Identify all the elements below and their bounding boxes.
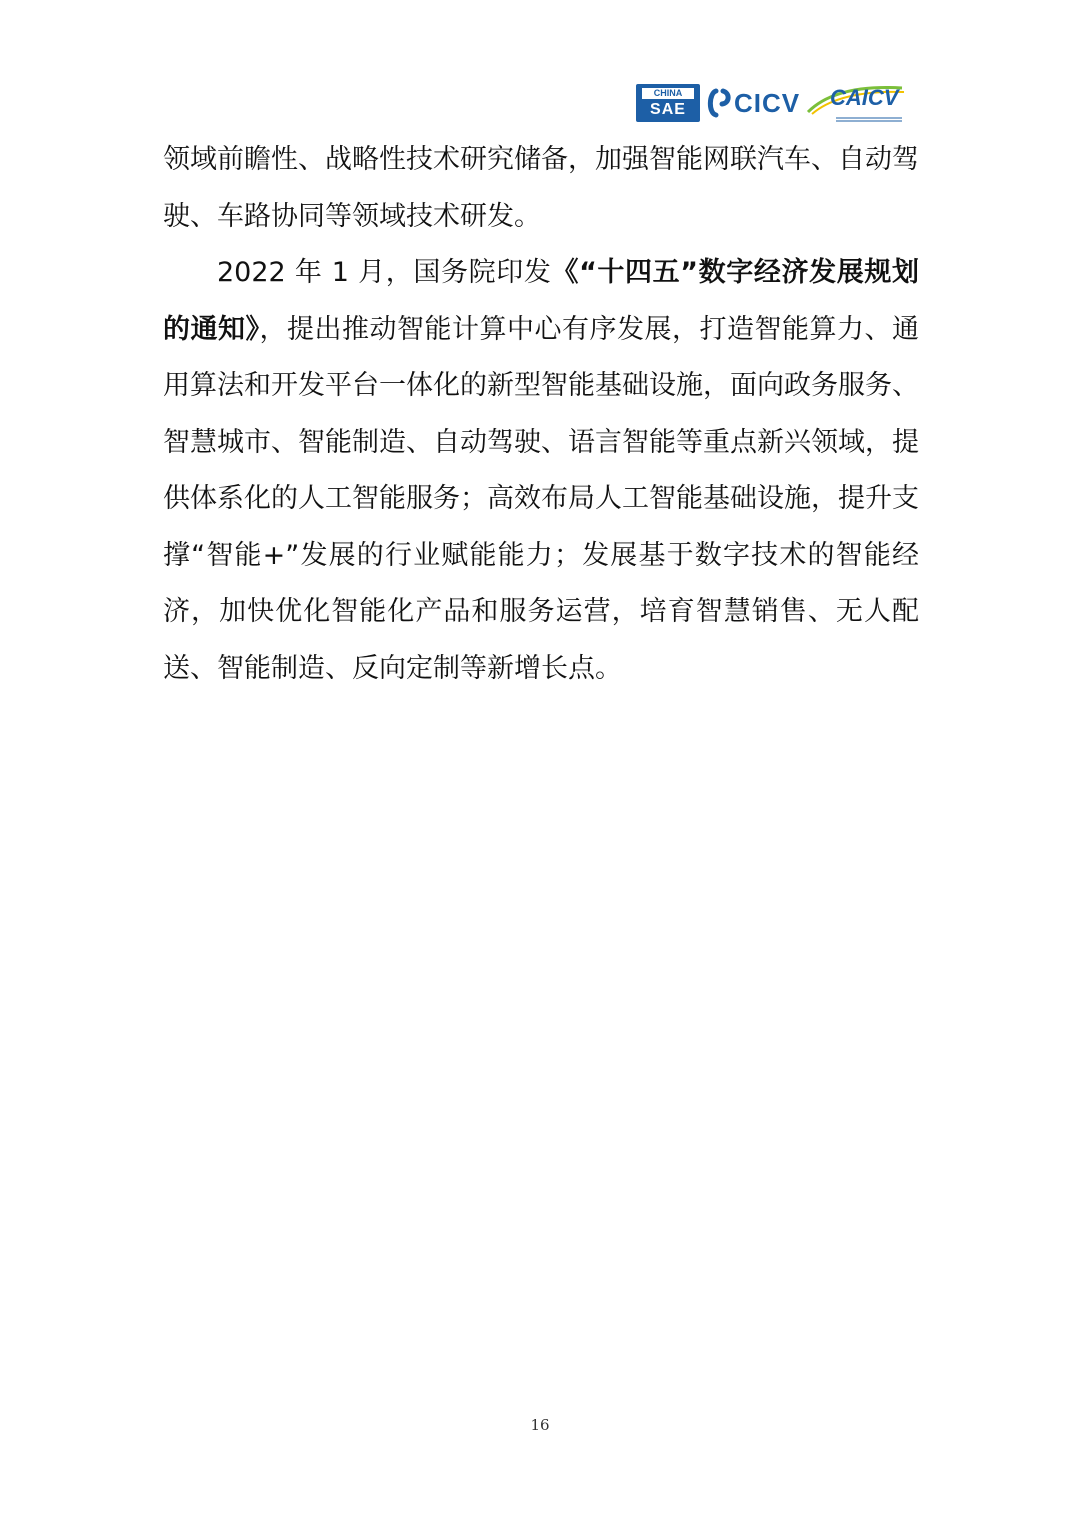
paragraph-2-rest: ，提出推动智能计算中心有序发展，打造智能算力、通用算法和开发平台一体化的新型智能基础设施，面向政务服务、智慧城市、智能制造、自动驾驶、语言智能等重点新兴领域，提供体系化的人工智能服务；高效布局人工智能基础设施，提升支撑“智能+”发展的行业赋能能力；发展基于数字技术的智能经济，加快优化智能化产品和服务运营，培育智慧销售、无人配送、智能制造、反向定制等新增长点。 xyxy=(163,313,919,684)
page-number: 16 xyxy=(530,1416,550,1434)
paragraph-2 xyxy=(163,245,919,697)
china-sae-logo xyxy=(636,84,700,122)
paragraph-1: 领域前瞻性、战略性技术研究储备，加强智能网联汽车、自动驾驶、车路协同等领域技术研发。 xyxy=(163,144,919,232)
sae-logo-main-text: SAE xyxy=(650,101,686,118)
paragraph-2-lead: 2022 年 1 月，国务院印发 xyxy=(217,257,552,288)
sae-logo-top-text: CHINA xyxy=(642,88,694,99)
policy-document-title: 《“十四五”数字经济发展规划的通知》 xyxy=(163,257,919,345)
cicv-logo-text: CICV xyxy=(734,88,801,118)
cicv-logo xyxy=(706,88,806,118)
caicv-logo-text: CAICV xyxy=(830,85,899,110)
header-logos xyxy=(636,82,908,124)
caicv-logo xyxy=(806,82,908,124)
cicv-mark-icon xyxy=(706,88,732,118)
document-body xyxy=(163,132,919,697)
